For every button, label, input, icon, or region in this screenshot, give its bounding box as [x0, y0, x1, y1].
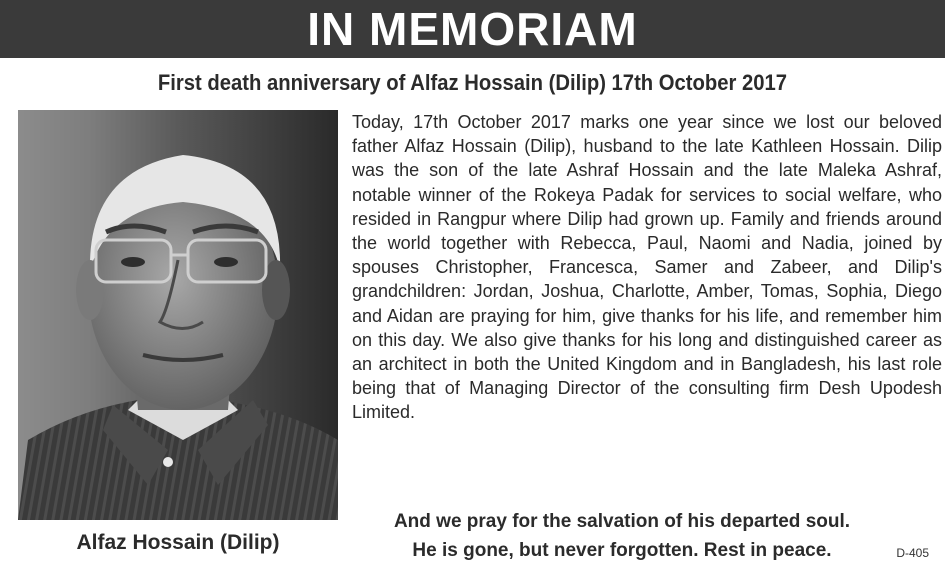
- prayer-line-1: And we pray for the salvation of his departed soul.: [393, 511, 851, 532]
- anniversary-subtitle: First death anniversary of Alfaz Hossain (Dilip) 17th October 2017: [157, 70, 788, 95]
- portrait-photo: [18, 110, 338, 520]
- photo-caption: Alfaz Hossain (Dilip): [76, 531, 280, 554]
- prayer-block: [352, 507, 892, 565]
- portrait-illustration: [18, 110, 338, 520]
- reference-code: D-405: [896, 546, 929, 560]
- prayer-line-2: He is gone, but never forgotten. Rest in peace.: [412, 540, 832, 561]
- memoriam-banner: [0, 0, 945, 58]
- banner-title: IN MEMORIAM: [307, 3, 638, 55]
- tribute-paragraph: Today, 17th October 2017 marks one year since we lost our beloved father Alfaz Hossain (Dilip), husband to the late Kathleen Hossain. Dilip was the son of the late Ashraf Hossain and the late Maleka Ashraf, notable winner of the Rokeya Padak for services to social welfare, who resided in Rangpur where Dilip had grown up. Family and friends around the world together with Rebecca, Paul, Naomi and Nadia, joined by spouses Christopher, Francesca, Samer and Zabeer, and Dilip's grandchildren: Jordan, Joshua, Charlotte, Amber, Tomas, Sophia, Diego and Aidan are praying for him, give thanks for his life, and remember him on this day. We also give thanks for his long and distinguished career as an architect in both the United Kingdom and in Bangladesh, his last role being that of Managing Director of the consulting firm Desh Upodesh Limited.: [352, 112, 942, 423]
